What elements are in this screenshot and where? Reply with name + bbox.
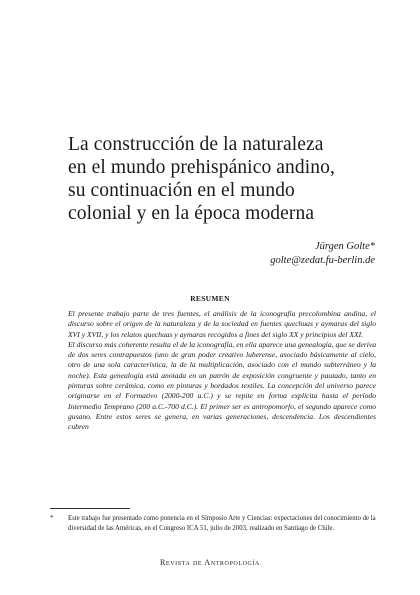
title-line: en el mundo prehispánico andino, [68,157,335,178]
footnote [50,514,376,533]
author-email[interactable]: golte@zedat.fu-berlin.de [270,255,375,266]
article-title [68,133,388,225]
footnote-text: Este trabajo fue presentado como ponencia en el Simposio Arte y Ciencias: expectaciones del conocimiento de la diversidad de las Américas, en el Congreso ICA 51, julio de 2003, realizado en Santiago de Chile. [68,515,376,532]
abstract-paragraph: El discurso más coherente resulta el de la iconografía, en ella aparece una genealogía, que se deriva de dos seres contrapuestos (uno de gran poder creativo luberense, asociado básicamente al cielo, otro de una sola característica, la de la multiplicación, asociado con el mundo subterráneo y la noche). Esta genealogía está anotada en un patrón de exposición congruente y pautado, tanto en pinturas sobre cerámica, como en pinturas y bordados textiles. La concepción del universo parece originarse en el Formativo (2000-200 a.C.) y se repite en forma explícita hasta el período Intermedio Temprano (200 a.C.-700 d.C.). El primer ser es antropomorfo, el segundo aparece como gusano. Entre estos seres se genera, en varias generaciones, descendencia. Los descendientes cubren [68,339,376,432]
author-name: Jürgen Golte* [315,241,375,252]
abstract-body [68,309,376,433]
abstract-heading: RESUMEN [190,294,230,303]
journal-name: Revista de Antropología [160,558,260,567]
title-line: colonial y en la época moderna [68,203,315,224]
title-line: La construcción de la naturaleza [68,134,324,155]
abstract-paragraph: El presente trabajo parte de tres fuentes, el análisis de la iconografía precolombina andina, el discurso sobre el origen de la naturaleza y de la sociedad en fuentes quechuas y aymaras del siglo XVI y XVII, y los relatos quechuas y aymaras recogidos a fines del siglo XX y principios del XXI. [68,309,376,339]
footnote-mark: * [50,514,54,522]
footnote-divider [50,508,130,509]
author-block [270,240,375,268]
title-line: su continuación en el mundo [68,180,295,201]
